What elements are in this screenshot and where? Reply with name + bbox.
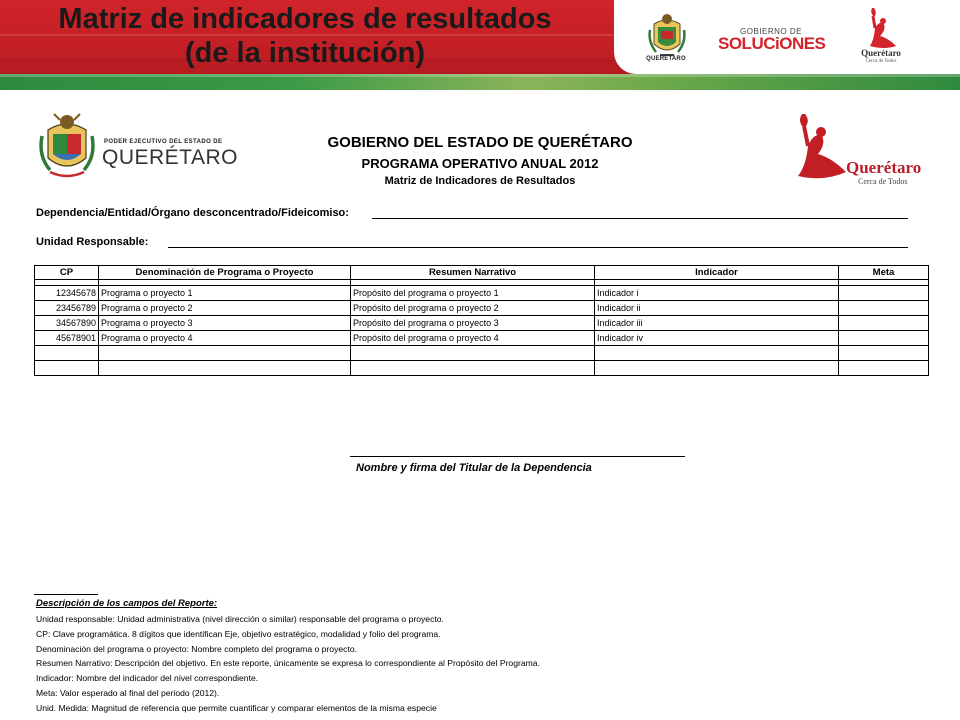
table-row — [35, 316, 929, 331]
programa-cell: Programa o proyecto 3 — [99, 316, 351, 331]
meta-cell — [839, 361, 929, 376]
meta-cell — [839, 346, 929, 361]
programa-cell: Programa o proyecto 4 — [99, 331, 351, 346]
document-subtitle: PROGRAMA OPERATIVO ANUAL 2012 — [361, 156, 599, 171]
signature-label: Nombre y firma del Titular de la Dependencia — [356, 462, 592, 474]
meta-cell — [839, 301, 929, 316]
state-coat-of-arms-icon — [36, 110, 98, 186]
programa-cell — [99, 361, 351, 376]
slide-title-line2: (de la institución) — [184, 37, 426, 69]
notes-divider — [34, 594, 98, 595]
unidad-responsable-label: Unidad Responsable: — [36, 236, 149, 248]
cp-cell — [35, 361, 99, 376]
note-item: CP: Clave programática. 8 dígitos que identifican Eje, objetivo estratégico, modalidad y folio del programa. — [36, 629, 441, 639]
table-row — [35, 301, 929, 316]
signature-line — [350, 456, 685, 457]
queretaro-logo-tagline: Cerca de Todos — [865, 59, 897, 64]
queretaro-figure-icon — [858, 6, 902, 50]
table-row — [35, 361, 929, 376]
cp-cell — [35, 346, 99, 361]
slide-title — [0, 2, 610, 70]
resumen-cell — [351, 361, 595, 376]
note-item: Unid. Medida: Magnitud de referencia que permite cuantificar y comparar elementos de la misma especie — [36, 703, 437, 713]
note-item: Meta: Valor esperado al final del periodo (2012). — [36, 688, 220, 698]
programa-cell: Programa o proyecto 2 — [99, 301, 351, 316]
poder-ejecutivo-label: PODER EJECUTIVO DEL ESTADO DE — [104, 139, 223, 145]
meta-cell — [839, 316, 929, 331]
resumen-cell — [351, 346, 595, 361]
note-item: Indicador: Nombre del indicador del nivel correspondiente. — [36, 673, 259, 683]
column-header-meta: Meta — [839, 266, 929, 280]
cp-cell: 34567890 — [35, 316, 99, 331]
notes-title: Descripción de los campos del Reporte: — [36, 598, 218, 609]
indicador-cell: Indicador i — [595, 286, 839, 301]
column-header-resumen: Resumen Narrativo — [351, 266, 595, 280]
gobierno-logo-big: SOLUCiONES — [718, 34, 826, 53]
resumen-cell: Propósito del programa o proyecto 1 — [351, 286, 595, 301]
indicador-cell: Indicador iv — [595, 331, 839, 346]
queretaro-torch-figure-icon — [788, 112, 854, 184]
banner-green-band — [0, 74, 960, 90]
indicador-cell: Indicador iii — [595, 316, 839, 331]
slide-title-line1: Matriz de indicadores de resultados — [58, 3, 552, 35]
column-header-cp: CP — [35, 266, 99, 280]
programa-cell — [99, 346, 351, 361]
table-row — [35, 346, 929, 361]
queretaro-logo-name: Querétaro — [861, 48, 901, 58]
cp-cell: 45678901 — [35, 331, 99, 346]
column-header-indicador: Indicador — [595, 266, 839, 280]
table-header-row — [35, 266, 929, 280]
resumen-cell: Propósito del programa o proyecto 2 — [351, 301, 595, 316]
programa-cell: Programa o proyecto 1 — [99, 286, 351, 301]
cp-cell: 12345678 — [35, 286, 99, 301]
document-title: GOBIERNO DEL ESTADO DE QUERÉTARO — [327, 134, 633, 151]
note-item: Denominación del programa o proyecto: Nombre completo del programa o proyecto. — [36, 644, 357, 654]
state-seal-caption: QUERÉTARO — [646, 56, 686, 62]
queretaro-logo-name: Querétaro — [846, 158, 922, 177]
note-item: Unidad responsable: Unidad administrativa (nivel dirección o similar) responsable del programa o proyecto. — [36, 614, 444, 624]
unidad-responsable-fill-line — [168, 247, 908, 248]
dependencia-fill-line — [372, 218, 908, 219]
queretaro-wordmark: QUERÉTARO — [102, 146, 238, 169]
column-header-denominacion: Denominación de Programa o Proyecto — [99, 266, 351, 280]
indicators-table — [34, 265, 929, 376]
table-row — [35, 286, 929, 301]
resumen-cell: Propósito del programa o proyecto 4 — [351, 331, 595, 346]
indicador-cell — [595, 346, 839, 361]
document-caption: Matriz de Indicadores de Resultados — [384, 175, 576, 187]
indicador-cell: Indicador ii — [595, 301, 839, 316]
queretaro-logo-tagline: Cerca de Todos — [858, 177, 908, 186]
meta-cell — [839, 331, 929, 346]
gobierno-logo-small: GOBIERNO DE — [740, 27, 802, 36]
resumen-cell: Propósito del programa o proyecto 3 — [351, 316, 595, 331]
note-item: Resumen Narrativo: Descripción del objetivo. En este reporte, únicamente se expresa lo correspondiente al Propósito del Programa. — [36, 658, 540, 668]
indicador-cell — [595, 361, 839, 376]
meta-cell — [839, 286, 929, 301]
cp-cell: 23456789 — [35, 301, 99, 316]
table-row — [35, 331, 929, 346]
dependencia-label: Dependencia/Entidad/Órgano desconcentrado/Fideicomiso: — [36, 207, 349, 219]
